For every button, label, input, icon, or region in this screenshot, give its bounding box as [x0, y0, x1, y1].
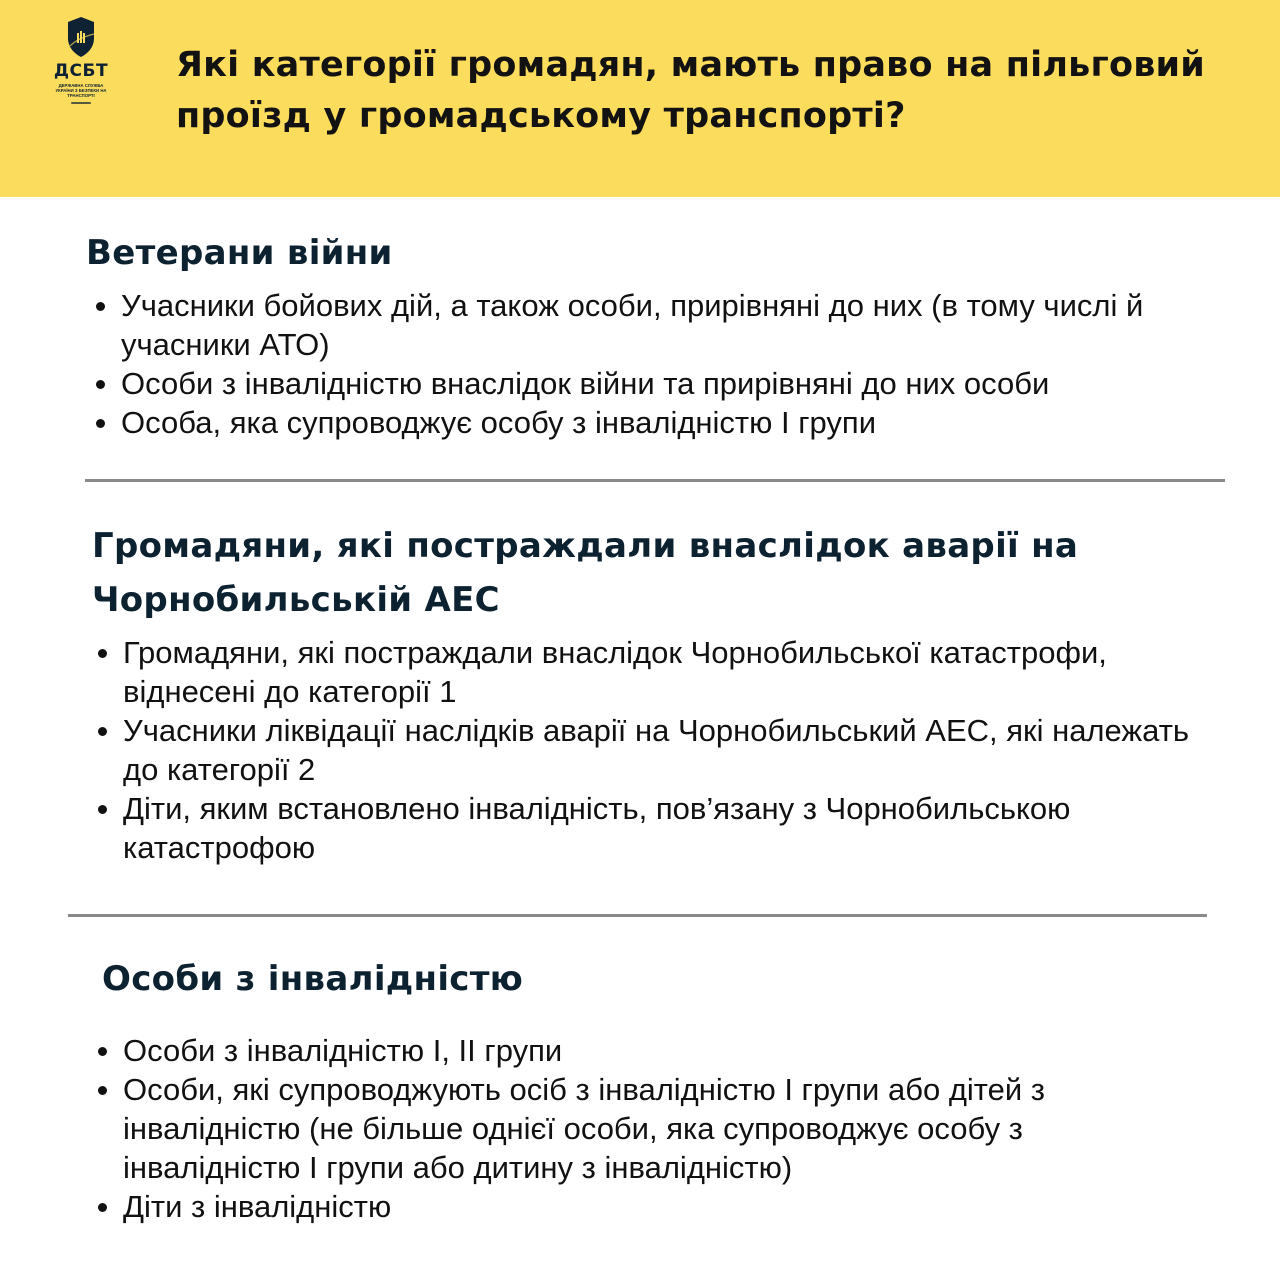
- list-item: Діти, яким встановлено інвалідність, пов’язану з Чорнобильською катастрофою: [92, 789, 1222, 867]
- list-item: Особи з інвалідністю І, ІІ групи: [92, 1031, 1202, 1070]
- section-title-disabilities: Особи з інвалідністю: [102, 959, 524, 999]
- list-item: Особи, які супроводжують осіб з інвалідністю І групи або дітей з інвалідністю (не більше однієї особи, яка супроводжує особу з інвалідністю І групи або дитину з інвалідністю): [92, 1070, 1202, 1187]
- section-title-veterans: Ветерани війни: [86, 233, 393, 273]
- list-disabilities: [92, 1031, 1202, 1226]
- shield-icon: [64, 16, 98, 58]
- list-item: Діти з інвалідністю: [92, 1187, 1202, 1226]
- logo-subtitle: ДЕРЖАВНА СЛУЖБА УКРАЇНИ З БЕЗПЕКИ НА ТРАНСПОРТІ: [55, 83, 107, 98]
- divider: [68, 914, 1207, 917]
- list-veterans: [90, 286, 1200, 442]
- list-item: Особа, яка супроводжує особу з інвалідністю І групи: [90, 403, 1200, 442]
- list-item: Учасники ліквідації наслідків аварії на Чорнобильський АЕС, які належать до категорії 2: [92, 711, 1222, 789]
- logo-abbreviation: ДСБТ: [53, 61, 109, 81]
- header-banner: [0, 0, 1280, 197]
- page-title: Які категорії громадян, мають право на пільговий проїзд у громадському транспорті?: [176, 45, 1206, 136]
- list-item: Особи з інвалідністю внаслідок війни та прирівняні до них особи: [90, 364, 1200, 403]
- dsbt-logo: [48, 16, 114, 116]
- list-item: Громадяни, які постраждали внаслідок Чорнобильської катастрофи, віднесені до категорії 1: [92, 633, 1222, 711]
- logo-swoosh: [71, 102, 91, 104]
- section-title-chernobyl: Громадяни, які постраждали внаслідок аварії на Чорнобильській АЕС: [92, 526, 1079, 620]
- divider: [85, 479, 1225, 482]
- list-item: Учасники бойових дій, а також особи, прирівняні до них (в тому числі й учасники АТО): [90, 286, 1200, 364]
- list-chernobyl: [92, 633, 1222, 867]
